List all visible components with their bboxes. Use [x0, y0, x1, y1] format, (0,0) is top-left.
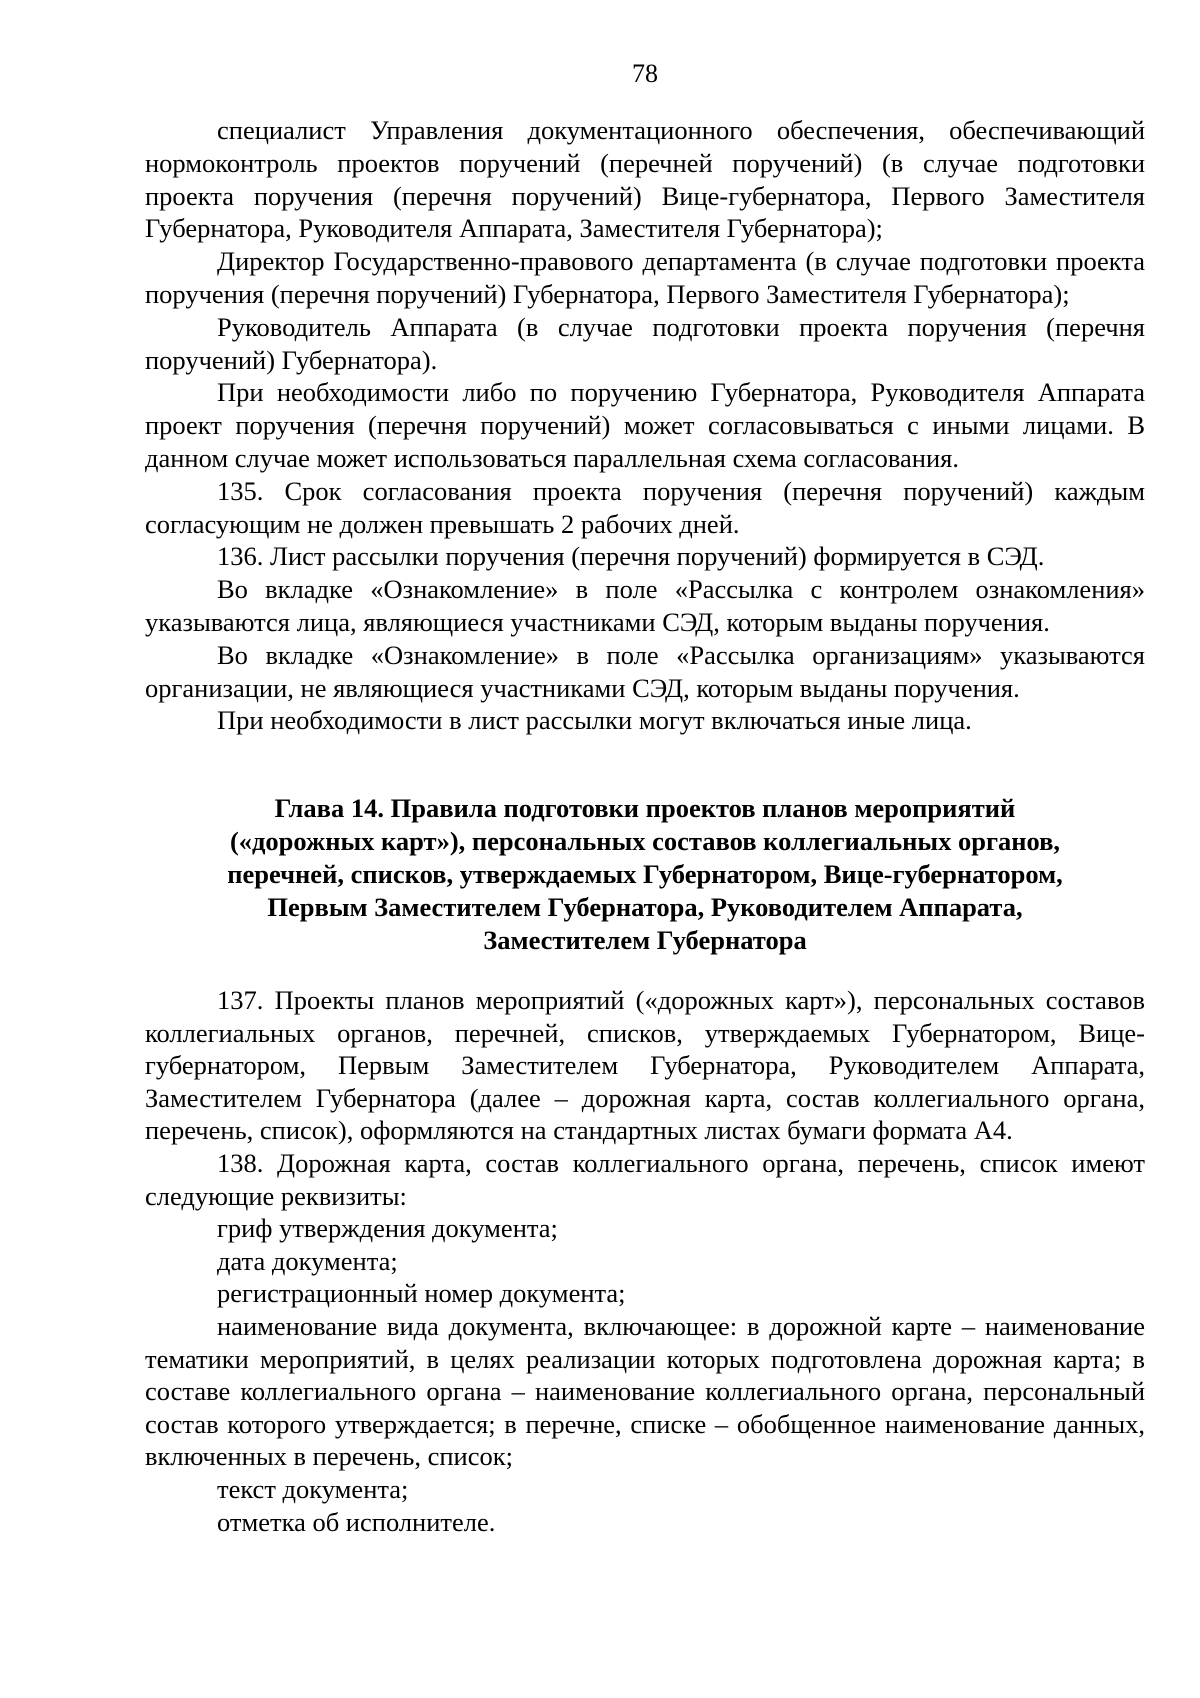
- paragraph-other-persons: При необходимости в лист рассылки могут включаться иные лица.: [217, 705, 972, 736]
- paragraph-item-135: 135. Срок согласования проекта поручения (перечня поручений) каждым согласующим не должен превышать 2 рабочих дней.: [145, 475, 1145, 539]
- chapter-14-heading: [145, 792, 1145, 957]
- page-number: 78: [632, 59, 658, 88]
- body-text-top: [145, 114, 1145, 737]
- paragraph-approver-head-of-office: Руководитель Аппарата (в случае подготовки проекта поручения (перечня поручений) Губернатора).: [145, 311, 1145, 375]
- heading-line: Глава 14. Правила подготовки проектов планов мероприятий: [274, 793, 1016, 823]
- paragraph-item-136: 136. Лист рассылки поручения (перечня поручений) формируется в СЭД.: [217, 541, 1045, 572]
- paragraph-item-137: 137. Проекты планов мероприятий («дорожных карт»), персональных составов коллегиальных органов, перечней, списков, утверждаемых Губернатором, Вице-губернатором, Первым Заместителем Губернатора, Руководителем Аппарата, Заместителем Губернатора (далее – дорожная карта, состав коллегиального органа, перечень, список), оформляются на стандартных листах бумаги формата А4.: [145, 985, 1145, 1146]
- paragraph-approver-normcontrol: специалист Управления документационного обеспечения, обеспечивающий нормоконтроль проектов поручений (перечней поручений) (в случае подготовки проекта поручения (перечня поручений) Вице-губернатора, Первого Заместителя Губернатора, Руководителя Аппарата, Заместителя Губернатора);: [145, 115, 1145, 244]
- paragraph-approver-legal-director: Директор Государственно-правового департамента (в случае подготовки проекта поручения (перечня поручений) Губернатора, Первого Заместителя Губернатора);: [145, 246, 1145, 309]
- heading-line: перечней, списков, утверждаемых Губернатором, Вице-губернатором,: [227, 859, 1063, 889]
- list-item-registration-number: регистрационный номер документа;: [217, 1278, 626, 1309]
- paragraph-other-approvers: При необходимости либо по поручению Губернатора, Руководителя Аппарата проект поручения (перечня поручений) может согласовываться с иными лицами. В данном случае может использоваться параллельная схема согласования.: [145, 377, 1145, 473]
- heading-line: Первым Заместителем Губернатора, Руководителем Аппарата,: [267, 892, 1023, 922]
- heading-line: Заместителем Губернатора: [483, 925, 807, 955]
- paragraph-distribution-organizations: Во вкладке «Ознакомление» в поле «Рассылка организациям» указываются организации, не являющиеся участниками СЭД, которым выданы поручения.: [145, 639, 1145, 703]
- list-item-document-text: текст документа;: [217, 1473, 409, 1504]
- heading-line: («дорожных карт»), персональных составов коллегиальных органов,: [229, 826, 1061, 856]
- paragraph-distribution-control: Во вкладке «Ознакомление» в поле «Рассылка с контролем ознакомления» указываются лица, являющиеся участниками СЭД, которым выданы поручения.: [145, 574, 1145, 637]
- paragraph-item-138: 138. Дорожная карта, состав коллегиального органа, перечень, список имеют следующие реквизиты:: [145, 1147, 1145, 1211]
- list-item-approval-stamp: гриф утверждения документа;: [217, 1213, 558, 1244]
- body-text-bottom: [145, 984, 1145, 1538]
- list-item-executor-mark: отметка об исполнителе.: [217, 1506, 496, 1537]
- list-item-document-type-name: наименование вида документа, включающее: в дорожной карте – наименование тематики мероприятий, в целях реализации которых подготовлена дорожная карта; в составе коллегиального органа – наименование коллегиального органа, персональный состав которого утверждается; в перечне, списке – обобщенное наименование данных, включенных в перечень, список;: [145, 1310, 1145, 1472]
- list-item-document-date: дата документа;: [217, 1245, 398, 1276]
